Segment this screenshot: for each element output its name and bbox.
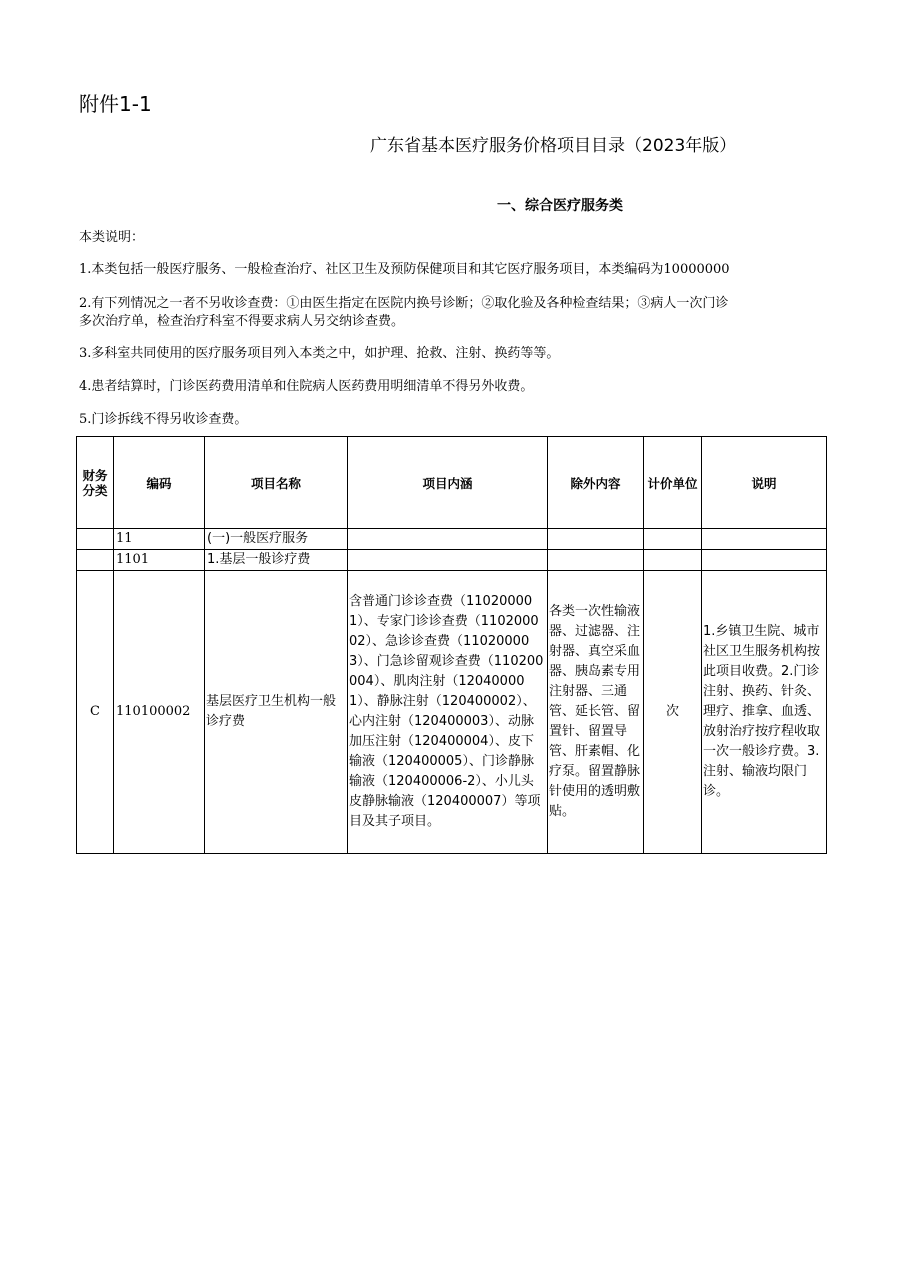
cell-category: C [77, 571, 114, 854]
cell-content [348, 529, 548, 550]
cell-unit [644, 529, 702, 550]
note-2-line-2: 多次治疗单，检查治疗科室不得要求病人另交纳诊查费。 [79, 314, 405, 329]
price-table [76, 436, 827, 854]
intro-label: 本类说明： [79, 230, 145, 245]
annex-label: 附件1-1 [79, 92, 152, 116]
header-exclusions: 除外内容 [548, 437, 644, 529]
table-row [77, 550, 827, 571]
note-3: 3.多科室共同使用的医疗服务项目列入本类之中，如护理、抢救、注射、换药等等。 [79, 346, 560, 361]
header-name: 项目名称 [205, 437, 348, 529]
note-4: 4.患者结算时，门诊医药费用清单和住院病人医药费用明细清单不得另外收费。 [79, 379, 534, 394]
cell-name: (一)一般医疗服务 [205, 529, 348, 550]
table-row [77, 529, 827, 550]
document-title: 广东省基本医疗服务价格项目目录（2023年版） [370, 136, 737, 156]
cell-code: 1101 [114, 550, 205, 571]
cell-unit: 次 [644, 571, 702, 854]
header-finance-line-1: 财务 [82, 467, 108, 483]
note-2 [79, 295, 837, 331]
cell-exclusions [548, 529, 644, 550]
section-title: 一、综合医疗服务类 [497, 198, 623, 214]
cell-unit [644, 550, 702, 571]
cell-name: 1.基层一般诊疗费 [205, 550, 348, 571]
header-unit: 计价单位 [644, 437, 702, 529]
cell-description: 1.乡镇卫生院、城市社区卫生服务机构按此项目收费。2.门诊注射、换药、针灸、理疗、推拿、血透、放射治疗按疗程收取一次一般诊疗费。3.注射、输液均限门诊。 [702, 571, 827, 854]
cell-exclusions: 各类一次性输液器、过滤器、注射器、真空采血器、胰岛素专用注射器、三通管、延长管、留置针、留置导管、肝素帽、化疗泵。留置静脉针使用的透明敷贴。 [548, 571, 644, 854]
cell-code: 110100002 [114, 571, 205, 854]
header-finance-line-2: 分类 [82, 482, 108, 498]
note-1: 1.本类包括一般医疗服务、一般检查治疗、社区卫生及预防保健项目和其它医疗服务项目，本类编码为10000000 [79, 262, 730, 277]
cell-content [348, 550, 548, 571]
cell-category [77, 550, 114, 571]
table-header-row [77, 437, 827, 529]
cell-content: 含普通门诊诊查费（110200001）、专家门诊诊查费（110200002）、急诊诊查费（110200003）、门急诊留观诊查费（110200004）、肌肉注射（120400001）、静脉注射（120400002）、心内注射（120400003）、动脉加压注射（120400004）、皮下输液（120400005）、门诊静脉输液（120400006-2）、小儿头皮静脉输液（120400007）等项目及其子项目。 [348, 571, 548, 854]
header-content: 项目内涵 [348, 437, 548, 529]
note-5: 5.门诊拆线不得另收诊查费。 [79, 412, 248, 427]
header-finance-category [77, 437, 114, 529]
cell-description [702, 550, 827, 571]
header-code: 编码 [114, 437, 205, 529]
cell-code: 11 [114, 529, 205, 550]
table-row [77, 571, 827, 854]
cell-description [702, 529, 827, 550]
cell-exclusions [548, 550, 644, 571]
note-2-line-1: 2.有下列情况之一者不另收诊查费：①由医生指定在医院内换号诊断；②取化验及各种检查结果；③病人一次门诊 [79, 296, 729, 311]
cell-category [77, 529, 114, 550]
cell-name: 基层医疗卫生机构一般诊疗费 [205, 571, 348, 854]
header-description: 说明 [702, 437, 827, 529]
